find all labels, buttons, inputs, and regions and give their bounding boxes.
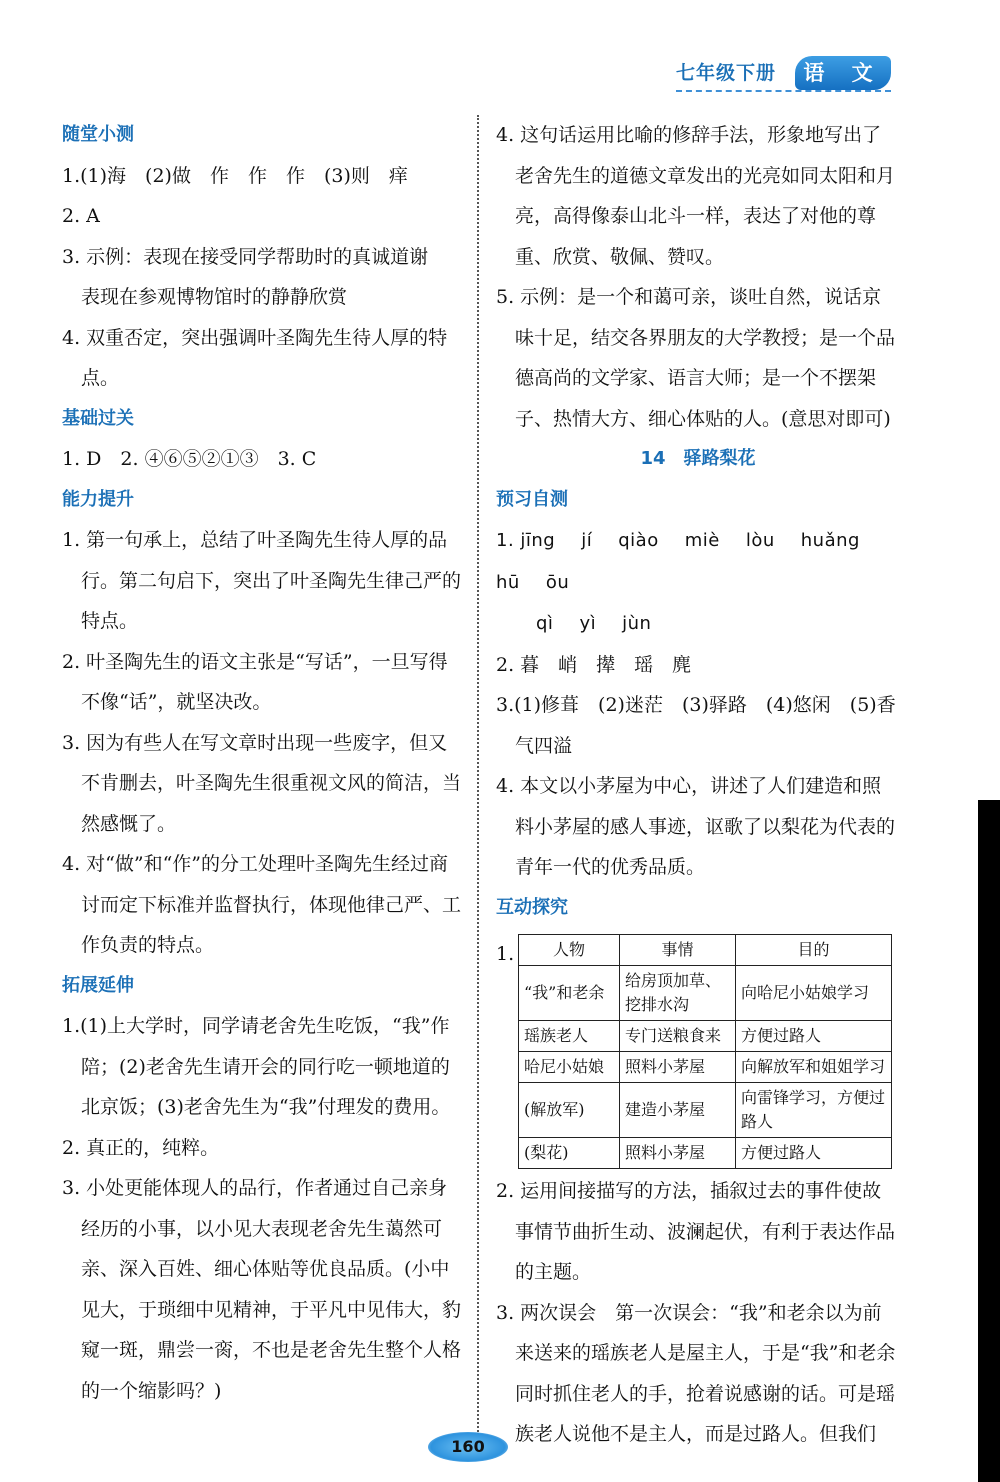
- answer-item: 3. 因为有些人在写文章时出现一些废字，但又不肯删去，叶圣陶先生很重视文风的简洁，当然感慨了。: [62, 731, 462, 835]
- page-number: 160: [428, 1432, 508, 1462]
- section-title-hudong: 互动探究: [496, 896, 568, 918]
- chapter-title: 14 驿路梨花: [640, 448, 756, 469]
- section-title-nengli: 能力提升: [62, 488, 134, 510]
- table-cell: (梨花): [519, 1138, 620, 1169]
- table-cell: 给房顶加草、挖排水沟: [620, 966, 736, 1021]
- table-cell: 哈尼小姑娘: [519, 1052, 620, 1083]
- table-wrapper: [496, 934, 900, 1169]
- pinyin: jí: [581, 530, 593, 551]
- table-header: 人物: [519, 935, 620, 966]
- table-row: [519, 1021, 892, 1052]
- section-title-suitang: 随堂小测: [62, 124, 134, 145]
- answer-item: 2. 真正的，纯粹。: [62, 1136, 220, 1159]
- answer-item: 2. 叶圣陶先生的语文主张是“写话”，一旦写得不像“话”，就坚决改。: [62, 650, 448, 713]
- answer-item: 3. 小处更能体现人的品行，作者通过自己亲身经历的小事，以小见大表现老舍先生蔼然可亲、深入百姓、细心体贴等优良品质。(小中见大，于琐细中见精神，于平凡中见伟大，豹窥一斑，鼎尝一脔，不也是老舍先生整个人格的一个缩影吗？): [62, 1177, 462, 1402]
- table-header-row: [519, 935, 892, 966]
- right-column: [496, 115, 900, 1455]
- answer-item: 4. 这句话运用比喻的修辞手法，形象地写出了老舍先生的道德文章发出的光亮如同太阳和月亮，高得像泰山北斗一样，表达了对他的尊重、欣赏、敬佩、赞叹。: [496, 124, 896, 268]
- pinyin: hū: [496, 571, 520, 593]
- edge-shadow-bar: [978, 800, 1000, 1482]
- table-cell: 向雷锋学习，方便过路人: [736, 1083, 892, 1138]
- pinyin: huǎng: [800, 530, 860, 551]
- section-title-yuxi: 预习自测: [496, 488, 568, 510]
- table-cell: 专门送粮食来: [620, 1021, 736, 1052]
- table-cell: 建造小茅屋: [620, 1083, 736, 1138]
- pinyin-row: [496, 603, 900, 645]
- left-column: [62, 115, 462, 1411]
- table-header: 目的: [736, 935, 892, 966]
- answer-item: 3. 两次误会 第一次误会：“我”和老余以为前来送来的瑶族老人是屋主人，于是“我”和老余同时抓住老人的手，抢着说感谢的话。可是瑶族老人说他不是主人，而是过路人。但我们: [496, 1301, 896, 1445]
- column-divider: [477, 115, 479, 1435]
- header-grade: 七年级下册: [676, 62, 777, 84]
- pinyin: jùn: [622, 613, 652, 634]
- table-cell: 瑶族老人: [519, 1021, 620, 1052]
- table-cell: 向哈尼小姑娘学习: [736, 966, 892, 1021]
- answer-item: 3. 示例：表现在接受同学帮助时的真诚道谢 表现在参观博物馆时的静静欣赏: [62, 245, 448, 308]
- answer-item: 1.(1)海 (2)做 作 作 作 (3)则 痒: [62, 164, 408, 187]
- pinyin: ōu: [545, 571, 570, 593]
- table-cell: 照料小茅屋: [620, 1052, 736, 1083]
- pinyin: qì: [536, 613, 554, 634]
- table-cell: 向解放军和姐姐学习: [736, 1052, 892, 1083]
- table-cell: 方便过路人: [736, 1138, 892, 1169]
- answer-item: 4. 双重否定，突出强调叶圣陶先生待人厚的特点。: [62, 326, 448, 389]
- answer-item: 1. 第一句承上，总结了叶圣陶先生待人厚的品行。第二句启下，突出了叶圣陶先生律己严的特点。: [62, 529, 462, 632]
- table-row: [519, 1083, 892, 1138]
- answer-item: 2. A: [62, 205, 100, 227]
- pinyin: yì: [579, 613, 597, 634]
- table-header: 事情: [620, 935, 736, 966]
- table-cell: 方便过路人: [736, 1021, 892, 1052]
- pinyin: 1. jīng: [496, 530, 556, 551]
- answer-item: 1. D 2. ④⑥⑤②①③ 3. C: [62, 448, 317, 470]
- table-cell: 照料小茅屋: [620, 1138, 736, 1169]
- table-number: 1.: [496, 943, 515, 965]
- answer-item: 2. 暮 峭 撵 瑶 麂: [496, 653, 692, 676]
- header-underline: [676, 90, 891, 92]
- answer-table: [518, 934, 892, 1169]
- table-row: [519, 1052, 892, 1083]
- pinyin: miè: [684, 530, 720, 551]
- answer-item: 4. 对“做”和“作”的分工处理叶圣陶先生经过商讨而定下标准并监督执行，体现他律己严、工作负责的特点。: [62, 853, 462, 956]
- answer-item: 2. 运用间接描写的方法，插叙过去的事件使故事情节曲折生动、波澜起伏，有利于表达作品的主题。: [496, 1180, 896, 1283]
- answer-item: 4. 本文以小茅屋为中心，讲述了人们建造和照料小茅屋的感人事迹，讴歌了以梨花为代表的青年一代的优秀品质。: [496, 775, 896, 878]
- table-row: [519, 966, 892, 1021]
- section-title-jichu: 基础过关: [62, 407, 134, 429]
- table-row: [519, 1138, 892, 1169]
- pinyin: lòu: [745, 530, 775, 551]
- header-subject-badge: 语 文: [795, 56, 891, 90]
- answer-item: 1.(1)上大学时，同学请老舍先生吃饭，“我”作陪；(2)老舍先生请开会的同行吃一顿地道的北京饭；(3)老舍先生为“我”付理发的费用。: [62, 1015, 451, 1118]
- pinyin: qiào: [618, 530, 659, 551]
- pinyin-row: [496, 520, 900, 603]
- section-title-tuozhan: 拓展延伸: [62, 974, 134, 996]
- answer-item: 3.(1)修葺 (2)迷茫 (3)驿路 (4)悠闲 (5)香气四溢: [496, 694, 896, 757]
- table-cell: “我”和老余: [519, 966, 620, 1021]
- table-cell: (解放军): [519, 1083, 620, 1138]
- answer-item: 5. 示例：是一个和蔼可亲，谈吐自然，说话京味十足，结交各界朋友的大学教授；是一个品德高尚的文学家、语言大师；是一个不摆架子、热情大方、细心体贴的人。(意思对即可): [496, 286, 896, 430]
